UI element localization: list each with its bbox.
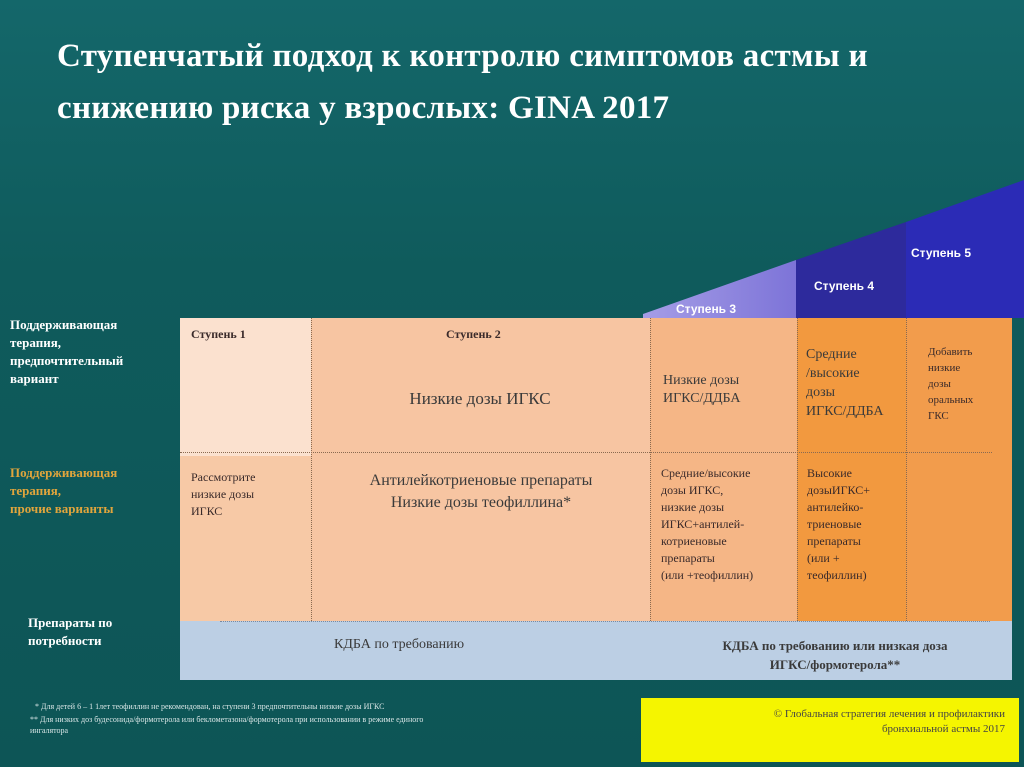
text-line: ИГКС/ДДБА bbox=[663, 391, 741, 406]
text-line: дозы ИГКС, bbox=[661, 483, 724, 497]
text-line: низкие дозы bbox=[661, 500, 725, 514]
text-line: котриеновые bbox=[661, 534, 727, 548]
divider bbox=[311, 318, 312, 621]
step2-header: Ступень 2 bbox=[446, 327, 501, 341]
text-line: Средние bbox=[806, 347, 857, 362]
text-line: антилейко- bbox=[807, 500, 864, 514]
treatment-table bbox=[180, 318, 1012, 680]
text-line: ИГКС/формотерола** bbox=[769, 657, 901, 672]
step3-preferred-text bbox=[663, 372, 793, 408]
footnote-3: ингалятора bbox=[30, 726, 69, 735]
row-label-line: Препараты по bbox=[28, 615, 113, 630]
copyright-line: бронхиальной астмы 2017 bbox=[881, 723, 1005, 735]
row-label-line: терапия, bbox=[10, 483, 61, 498]
copyright-box bbox=[641, 698, 1019, 762]
row-label-line: предпочтительный bbox=[10, 353, 124, 368]
divider bbox=[906, 318, 907, 621]
copyright-line: © Глобальная стратегия лечения и профилактики bbox=[773, 708, 1005, 720]
text-line: дозы bbox=[928, 378, 951, 390]
step2-other-text bbox=[316, 470, 646, 514]
step5-preferred-text bbox=[928, 344, 1008, 424]
row-label-line: вариант bbox=[10, 371, 59, 386]
step1-other-text bbox=[191, 469, 309, 520]
text-line: (или +теофиллин) bbox=[661, 568, 754, 582]
slide-title: Ступенчатый подход к контролю симптомов астмы и снижению риска у взрослых: GINA 2017 bbox=[57, 38, 868, 126]
step1-header: Ступень 1 bbox=[191, 327, 246, 341]
step5-label: Ступень 5 bbox=[911, 246, 972, 260]
text-line: КДБА по требованию или низкая доза bbox=[722, 638, 948, 653]
step4-label: Ступень 4 bbox=[814, 279, 875, 293]
step4-band bbox=[796, 222, 906, 318]
text-line: Рассмотрите bbox=[191, 470, 256, 484]
row-label-line: прочие варианты bbox=[10, 501, 114, 516]
text-line: дозыИГКС+ bbox=[807, 483, 870, 497]
step4-other-text bbox=[807, 465, 905, 584]
step3-label: Ступень 3 bbox=[676, 302, 737, 316]
text-line: /высокие bbox=[806, 366, 860, 381]
text-line: Низкие дозы теофиллина* bbox=[390, 494, 572, 511]
row-label-line: терапия, bbox=[10, 335, 61, 350]
divider bbox=[180, 452, 992, 453]
text-line: (или + bbox=[807, 551, 840, 565]
text-line: ИГКС bbox=[191, 504, 223, 518]
text-line: теофиллин) bbox=[807, 568, 867, 582]
text-line: ГКС bbox=[928, 410, 949, 422]
text-line: ИГКС/ДДБА bbox=[806, 404, 884, 419]
row-label-line: потребности bbox=[28, 633, 102, 648]
text-line: Высокие bbox=[807, 466, 852, 480]
footnote-2: ** Для низких доз будесонида/формотерола или беклометазона/формотерола при использовании в режиме единого bbox=[30, 715, 424, 724]
reliever-left-text: КДБА по требованию bbox=[334, 637, 465, 652]
reliever-right-text bbox=[670, 636, 1000, 674]
row-label-line: Поддерживающая bbox=[10, 465, 118, 480]
step3-other-text bbox=[661, 465, 796, 584]
text-line: Средние/высокие bbox=[661, 466, 751, 480]
row-label-other bbox=[10, 464, 170, 518]
text-line: низкие bbox=[928, 362, 961, 374]
text-line: дозы bbox=[806, 385, 836, 400]
step2-preferred-text: Низкие дозы ИГКС bbox=[409, 389, 551, 408]
row-label-reliever bbox=[28, 614, 188, 650]
text-line: ИГКС+антилей- bbox=[661, 517, 745, 531]
divider bbox=[220, 621, 990, 622]
divider bbox=[797, 318, 798, 621]
row-label-line: Поддерживающая bbox=[10, 317, 118, 332]
text-line: оральных bbox=[928, 394, 974, 406]
text-line: препараты bbox=[661, 551, 715, 565]
text-line: триеновые bbox=[807, 517, 862, 531]
text-line: низкие дозы bbox=[191, 487, 255, 501]
row-label-preferred bbox=[10, 316, 170, 388]
text-line: Антилейкотриеновые препараты bbox=[369, 472, 593, 489]
text-line: Добавить bbox=[928, 346, 973, 358]
text-line: препараты bbox=[807, 534, 861, 548]
text-line: Низкие дозы bbox=[663, 373, 740, 388]
step4-preferred-text bbox=[806, 345, 906, 421]
divider bbox=[650, 318, 651, 621]
footnote-1: * Для детей 6 – 1 1лет теофиллин не рекомендован, на ступени 3 предпочтительны низкие дозы ИГКС bbox=[35, 702, 385, 711]
